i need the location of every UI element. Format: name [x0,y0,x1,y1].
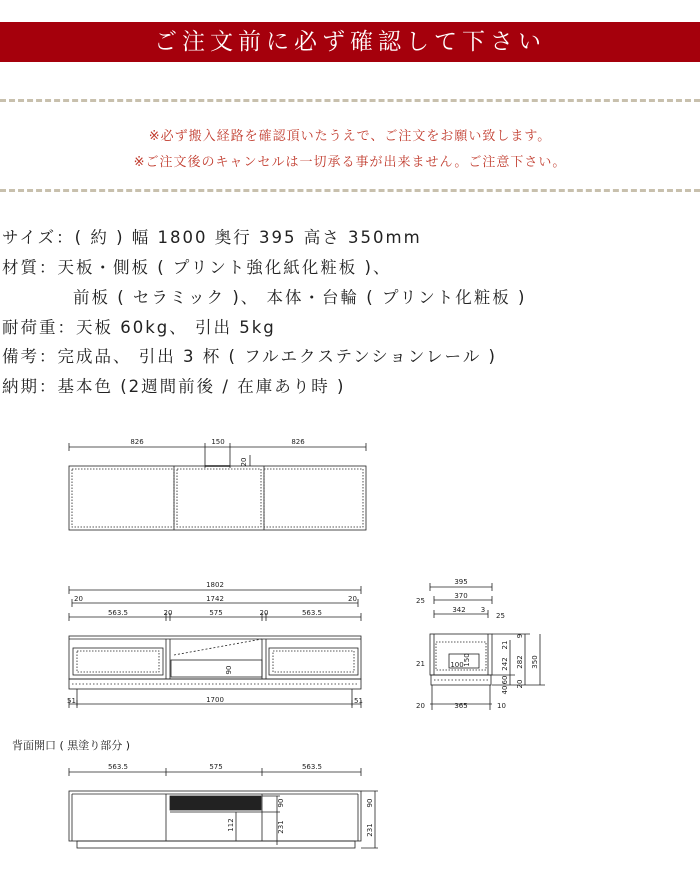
side-dim-b10: 10 [497,702,506,710]
side-dim-b365: 365 [454,702,468,710]
side-dim-h4: 40 [501,685,509,695]
back-dim-h231b: 231 [366,823,374,837]
spec-material-2: 前板 ( セラミック )、 本体・台輪 ( プリント化粧板 ) [73,288,527,307]
side-view-drawing [430,583,545,710]
spec-material-1: 材質：天板・側板 ( プリント強化紙化粧板 )、 [2,258,392,277]
front-dim-total: 1802 [206,581,224,589]
front-dim-base-l: 51 [67,697,76,705]
side-dim-total-h: 350 [531,655,539,669]
side-dim-h5: 20 [516,679,524,689]
front-dim-g2: 20 [259,609,269,617]
front-dim-c3: 563.5 [301,609,323,617]
top-dim-w2: 150 [211,438,225,446]
back-dim-c2: 575 [209,763,223,771]
side-dim-h3: 60 [501,675,509,685]
side-dim-depth: 395 [454,578,468,586]
back-dim-h231: 231 [277,820,285,834]
back-opening-caption: 背面開口 ( 黒塗り部分 ) [12,739,131,752]
side-dim-left: 25 [416,597,425,605]
back-dim-h90b: 90 [366,798,374,808]
spec-size: サイズ：( 約 ) 幅 1800 奥行 395 高さ 350mm [2,228,422,247]
side-dim-d2: 150 [463,653,471,667]
notice-line-1: ※必ず搬入経路を確認頂いたうえで、ご注文をお願い致します。 [148,129,552,144]
top-view-drawing [69,443,366,530]
spec-notes: 備考：完成品、 引出 3 杯 ( フルエクステンションレール ) [2,347,497,366]
front-dim-side-l: 20 [74,595,83,603]
back-dim-h112: 112 [227,818,235,832]
side-dim-inner-h: 242 [501,657,509,671]
front-dim-base-r: 51 [354,697,363,705]
back-view-drawing [69,768,378,848]
side-dim-mid-h: 282 [516,655,524,669]
notice-line-2: ※ご注文後のキャンセルは一切承る事が出来ません。ご注意下さい。 [133,155,567,170]
front-view-drawing [69,586,361,708]
top-dim-w1: 826 [130,438,144,446]
front-dim-c1: 563.5 [107,609,129,617]
spec-load: 耐荷重：天板 60kg、 引出 5kg [2,318,276,337]
front-dim-drawer-h: 90 [225,665,233,675]
side-dim-shelf: 342 [452,606,466,614]
top-dim-h: 20 [240,457,248,467]
back-dim-c1: 563.5 [107,763,129,771]
side-dim-right: 25 [496,612,505,620]
page-title-banner: ご注文前に必ず確認して下さい [0,22,700,62]
front-dim-c2: 575 [209,609,223,617]
front-dim-side-r: 20 [348,595,357,603]
front-dim-g1: 20 [163,609,173,617]
top-dim-w3: 826 [291,438,305,446]
front-dim-base-w: 1700 [206,696,224,704]
side-dim-d1: 100 [450,661,464,669]
side-dim-inner: 370 [454,592,468,600]
side-dim-s20: 20 [416,702,425,710]
side-dim-gap: 3 [480,606,486,614]
side-dim-h2: 21 [501,640,509,650]
side-dim-s21: 21 [416,660,425,668]
back-dim-c3: 563.5 [301,763,323,771]
spec-delivery: 納期：基本色 (2週間前後 / 在庫あり時 ) [2,377,346,396]
back-dim-open-h: 90 [277,798,285,808]
side-dim-h1: 9 [516,633,524,639]
front-dim-inner: 1742 [206,595,224,603]
